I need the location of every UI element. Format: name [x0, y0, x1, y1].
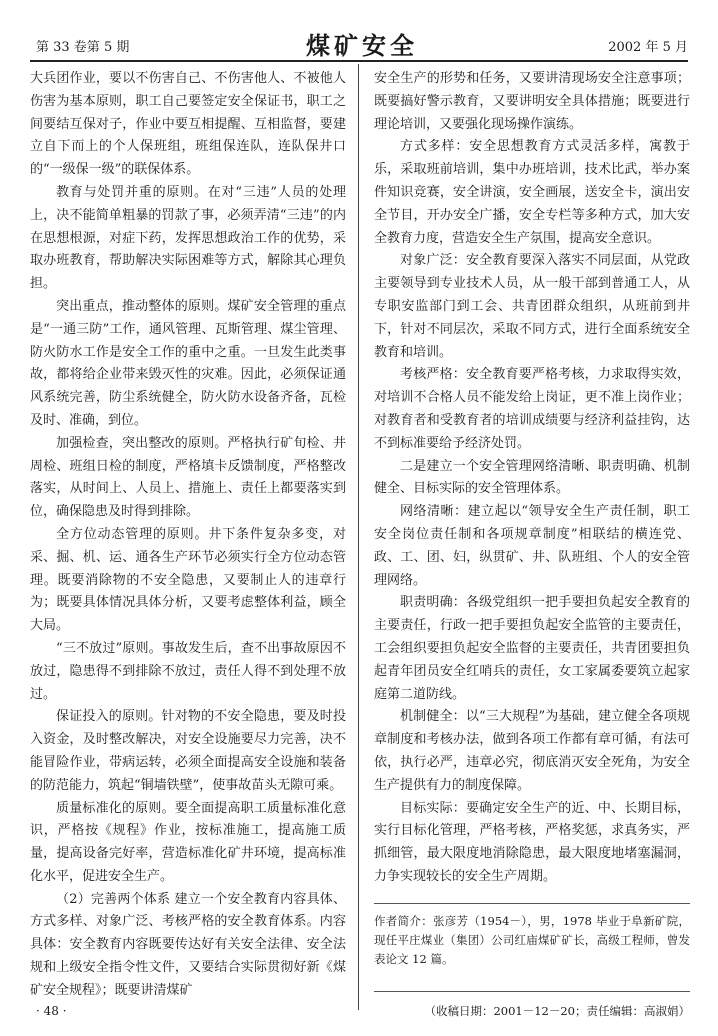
- received-date-note: （收稿日期：2001－12－20；责任编辑：高淑娟）: [374, 991, 690, 1023]
- issue-date: 2002 年 5 月: [608, 40, 688, 55]
- body-paragraph: 对象广泛：安全教育要深入落实不同层面，从党政主要领导到专业技术人员，从一般干部到普通工人，从专职安监部门到工会、共青团群众组织，从班前到井下，针对不同层次，采取不同方式，进行全面系统安全教育和培训。: [374, 253, 690, 360]
- page-number: · 48 ·: [36, 1004, 67, 1018]
- body-paragraph: 二是建立一个安全管理网络清晰、职责明确、机制健全、目标实际的安全管理体系。: [374, 458, 690, 497]
- body-paragraph: 加强检查，突出整改的原则。严格执行矿旬检、井周检、班组日检的制度，严格填卡反馈制度，严格整改落实，从时间上、人员上、措施上、责任上都要落实到位，确保隐患及时得到排除。: [30, 435, 346, 520]
- page-header: [36, 24, 688, 60]
- body-paragraph: 质量标准化的原则。要全面提高职工质量标准化意识，严格按《规程》作业，按标准施工，提高施工质量，提高设备完好率，营造标准化矿井环境，提高标准化水平，促进安全生产。: [30, 800, 346, 884]
- volume-issue: 第 33 卷第 5 期: [36, 40, 130, 55]
- body-paragraph: “三不放过”原则。事故发生后，查不出事故原因不放过，隐患得不到排除不放过，责任人得不到处理不放过。: [30, 640, 346, 702]
- right-column-body: [374, 68, 690, 889]
- body-paragraph: 网络清晰：建立起以“领导安全生产责任制，职工安全岗位责任制和各项规章制度”相联结的横连党、政、工、团、妇，纵贯矿、井、队班组、个人的安全管理网络。: [374, 504, 690, 588]
- body-paragraph: 职责明确：各级党组织一把手要担负起安全教育的主要责任，行政一把手要担负起安全监管的主要责任，工会组织要担负起安全监督的主要责任，共青团要担负起青年团员安全红哨兵的责任，女工家属委要筑立起家庭第二道防线。: [374, 595, 690, 702]
- body-paragraph: （2）完善两个体系 建立一个安全教育内容具体、方式多样、对象广泛、考核严格的安全教育体系。内容具体：安全教育内容既要传达好有关安全法律、安全法规和上级安全指令性文件，又要结合实际贯彻好新《煤矿安全规程》；既要讲清煤矿: [30, 891, 346, 998]
- body-paragraph: 目标实际：要确定安全生产的近、中、长期目标，实行目标化管理，严格考核，严格奖惩，求真务实，严抓细管，最大限度地消除隐患，最大限度地堵塞漏洞，力争实现较长的安全生产周期。: [374, 800, 690, 884]
- column-divider: [358, 64, 359, 1010]
- right-column: [374, 68, 690, 1022]
- body-paragraph: 全方位动态管理的原则。井下条件复杂多变，对采、掘、机、运、通各生产环节必须实行全方位动态管理。既要消除物的不安全隐患，又要制止人的违章行为；既要具体情况具体分析，又要考虑整体利益，顾全大局。: [30, 526, 346, 634]
- body-paragraph: 机制健全：以“三大规程”为基础，建立健全各项规章制度和考核办法，做到各项工作都有章可循，有法可依，执行必严，违章必究，彻底消灭安全死角，为安全生产提供有力的制度保障。: [374, 709, 690, 793]
- body-paragraph: 安全生产的形势和任务，又要讲清现场安全注意事项；既要搞好警示教育，又要讲明安全具体措施；既要进行理论培训，又要强化现场操作演练。: [374, 71, 690, 132]
- body-paragraph: 方式多样：安全思想教育方式灵活多样，寓教于乐，采取班前培训，集中办班培训，技术比武，举办案件知识竞赛，安全讲演，安全画展，送安全卡，演出安全节目，开办安全广播，安全专栏等多种方式，加大安全教育力度，营造安全生产氛围，提高安全意识。: [374, 139, 690, 246]
- body-paragraph: 保证投入的原则。针对物的不安全隐患，要及时投入资金，及时整改解决，对安全设施要尽力完善，决不能冒险作业，带病运转，必须全面提高安全设施和装备的防范能力，筑起“铜墙铁壁”，使事故苗头无隙可乘。: [30, 709, 346, 793]
- body-paragraph: 考核严格：安全教育要严格考核，力求取得实效，对培训不合格人员不能发给上岗证，更不准上岗作业；对教育者和受教育者的培训成绩要与经济利益挂钩，达不到标准要给予经济处罚。: [374, 367, 690, 451]
- body-paragraph: 突出重点，推动整体的原则。煤矿安全管理的重点是“一通三防”工作，通风管理、瓦斯管理、煤尘管理、防火防水工作是安全工作的重中之重。一旦发生此类事故，都将给企业带来毁灭性的灾难。因此，必须保证通风系统完善，防尘系统健全，防火防水设备齐备，瓦检及时、准确，到位。: [30, 298, 346, 428]
- header-rule: [30, 60, 688, 62]
- journal-title: 煤矿安全: [306, 31, 418, 60]
- left-column: [30, 68, 346, 1003]
- body-paragraph: 教育与处罚并重的原则。在对“三违”人员的处理上，决不能简单粗暴的罚款了事，必须弄清“三违”的内在思想根源，对症下药，发挥思想政治工作的优势，采取办班教育，帮助解决实际困难等方式，解除其心理负担。: [30, 184, 346, 292]
- body-paragraph: 大兵团作业，要以不伤害自己、不伤害他人、不被他人伤害为基本原则，职工自己要签定安全保证书，职工之间要结互保对子，作业中要互相提醒、互相监督，要建立自下而上的个人保班组，班组保连队，连队保井口的“一级保一级”的联保体系。: [30, 71, 346, 178]
- author-note: 作者简介：张彦芳（1954－），男，1978 毕业于阜新矿院，现任平庄煤业（集团）公司红庙煤矿矿长，高级工程师，曾发表论文 12 篇。: [374, 903, 690, 969]
